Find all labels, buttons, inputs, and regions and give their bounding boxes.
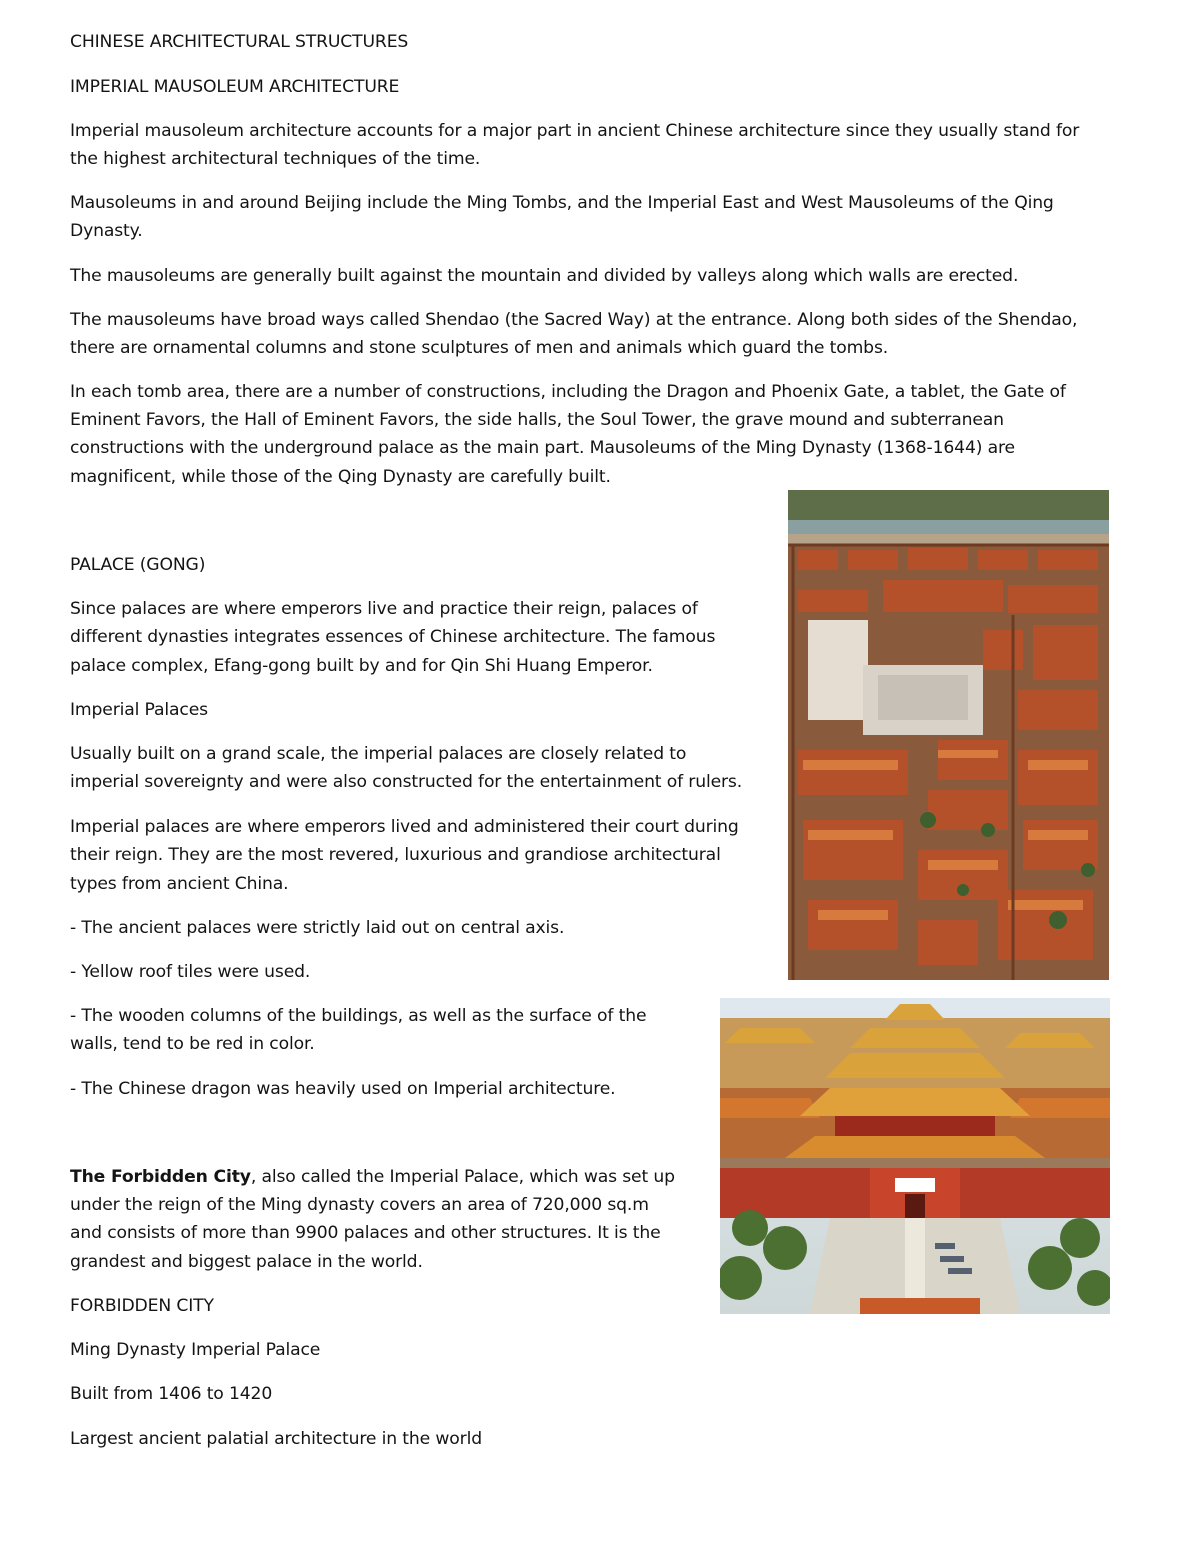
mausoleum-p2-line1: Mausoleums in and around Beijing include the Ming Tombs, and the Imperial East and West Mausoleums of the Qing <box>70 193 1054 213</box>
forbidden-city-heading: FORBIDDEN CITY <box>70 1296 214 1316</box>
forbidden-city-p1-line2: under the reign of the Ming dynasty covers an area of 720,000 sq.m <box>70 1195 649 1215</box>
document-title: CHINESE ARCHITECTURAL STRUCTURES <box>70 32 409 52</box>
mausoleum-p2-line2: Dynasty. <box>70 221 143 241</box>
palace-p1-line1: Since palaces are where emperors live and practice their reign, palaces of <box>70 599 698 619</box>
bullet-yellow-tiles: - Yellow roof tiles were used. <box>70 962 311 982</box>
mausoleum-p4-line2: there are ornamental columns and stone sculptures of men and animals which guard the tombs. <box>70 338 889 358</box>
palace-p3-line1: Imperial palaces are where emperors lived and administered their court during <box>70 817 739 837</box>
mausoleum-p1-line1: Imperial mausoleum architecture accounts for a major part in ancient Chinese architecture since they usually stand for <box>70 121 1080 141</box>
palace-heading: PALACE (GONG) <box>70 555 206 575</box>
forbidden-city-bold-lead: The Forbidden City <box>70 1167 251 1187</box>
forbidden-city-gate-photo <box>720 998 1110 1314</box>
forbidden-city-p1-rest: , also called the Imperial Palace, which was set up <box>250 1167 675 1187</box>
bullet-central-axis: - The ancient palaces were strictly laid out on central axis. <box>70 918 565 938</box>
palace-p2-line2: imperial sovereignty and were also constructed for the entertainment of rulers. <box>70 772 743 792</box>
mausoleum-p5-line3: constructions with the underground palace as the main part. Mausoleums of the Ming Dynasty (1368-1644) are <box>70 438 1015 458</box>
bullet-red-columns-line1: - The wooden columns of the buildings, as well as the surface of the <box>70 1006 647 1026</box>
mausoleum-p4-line1: The mausoleums have broad ways called Shendao (the Sacred Way) at the entrance. Along both sides of the Shendao, <box>70 310 1078 330</box>
mausoleum-p5-line2: Eminent Favors, the Hall of Eminent Favors, the side halls, the Soul Tower, the grave mound and subterranean <box>70 410 1004 430</box>
palace-p3-line2: their reign. They are the most revered, luxurious and grandiose architectural <box>70 845 721 865</box>
palace-p2-line1: Usually built on a grand scale, the imperial palaces are closely related to <box>70 744 687 764</box>
bullet-red-columns-line2: walls, tend to be red in color. <box>70 1034 315 1054</box>
largest-architecture-line: Largest ancient palatial architecture in the world <box>70 1429 482 1449</box>
palace-p1-line3: palace complex, Efang-gong built by and for Qin Shi Huang Emperor. <box>70 656 653 676</box>
mausoleum-p5-line4: magnificent, while those of the Qing Dynasty are carefully built. <box>70 467 611 487</box>
imperial-palaces-subheading: Imperial Palaces <box>70 700 208 720</box>
ming-dynasty-line: Ming Dynasty Imperial Palace <box>70 1340 321 1360</box>
mausoleum-p5-line1: In each tomb area, there are a number of constructions, including the Dragon and Phoenix Gate, a tablet, the Gate of <box>70 382 1066 402</box>
mausoleum-heading: IMPERIAL MAUSOLEUM ARCHITECTURE <box>70 77 400 97</box>
forbidden-city-p1-line3: and consists of more than 9900 palaces and other structures. It is the <box>70 1223 661 1243</box>
forbidden-city-p1-line1 <box>70 1167 675 1187</box>
mausoleum-p1-line2: the highest architectural techniques of the time. <box>70 149 481 169</box>
forbidden-city-p1-line4: grandest and biggest palace in the world. <box>70 1252 423 1272</box>
bullet-chinese-dragon: - The Chinese dragon was heavily used on Imperial architecture. <box>70 1079 616 1099</box>
forbidden-city-aerial-photo <box>788 490 1109 980</box>
palace-p3-line3: types from ancient China. <box>70 874 289 894</box>
mausoleum-p3-line1: The mausoleums are generally built against the mountain and divided by valleys along which walls are erected. <box>70 266 1019 286</box>
palace-p1-line2: different dynasties integrates essences of Chinese architecture. The famous <box>70 627 716 647</box>
built-dates-line: Built from 1406 to 1420 <box>70 1384 273 1404</box>
